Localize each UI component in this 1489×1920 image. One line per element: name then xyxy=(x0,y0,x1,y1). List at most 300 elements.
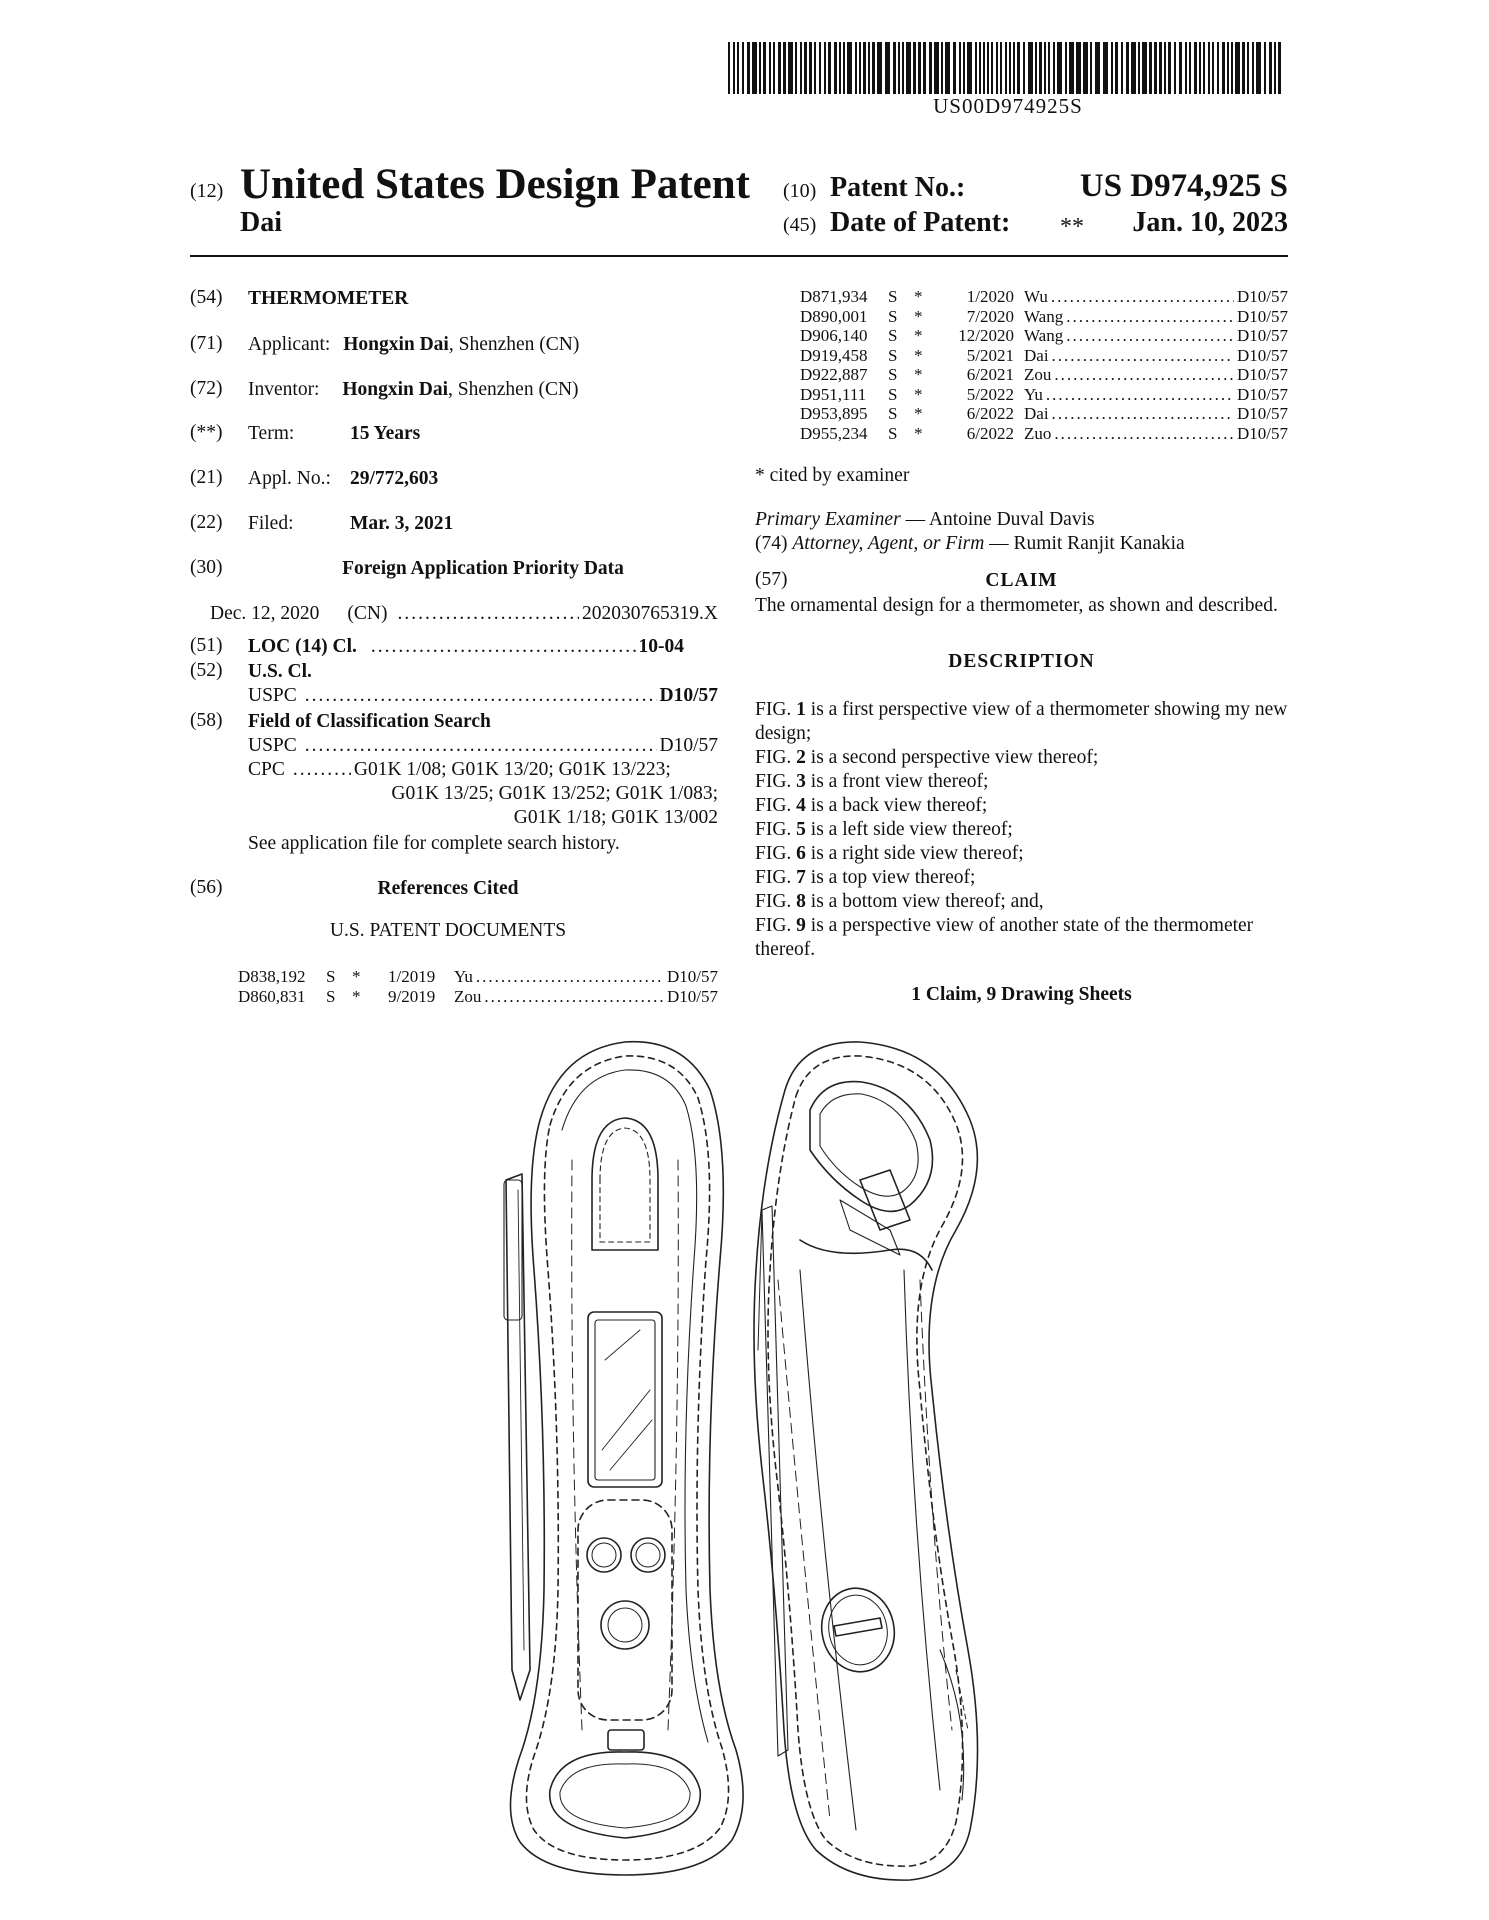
barcode-bar xyxy=(778,42,781,94)
barcode-bar xyxy=(902,42,904,94)
barcode-bar xyxy=(1274,42,1276,94)
ref-kind: S xyxy=(888,423,898,443)
barcode-bar xyxy=(834,42,837,94)
fig-text: is a perspective view of another state of the thermometer thereof. xyxy=(755,915,1254,960)
barcode-bar xyxy=(1005,42,1007,94)
reference-row xyxy=(800,287,1288,307)
barcode-bar xyxy=(1023,42,1025,94)
code-71: (71) xyxy=(190,333,223,354)
barcode-bar xyxy=(1194,42,1197,94)
examiner-label: Primary Examiner xyxy=(755,509,901,530)
us-cl-label: U.S. Cl. xyxy=(248,661,312,682)
barcode-bar xyxy=(1164,42,1166,94)
reference-row xyxy=(800,404,1288,424)
applicant-label: Applicant: xyxy=(248,334,331,355)
term-label: Term: xyxy=(248,423,295,444)
code-21: (21) xyxy=(190,467,223,488)
patent-drawing xyxy=(500,1030,1000,1890)
ref-class: D10/57 xyxy=(667,967,718,986)
barcode-bar xyxy=(795,42,797,94)
left-references-table xyxy=(238,967,718,1006)
ref-number: D838,192 xyxy=(238,967,306,986)
leader-dots xyxy=(305,684,657,708)
barcode-bar xyxy=(1203,42,1205,94)
barcode-bar xyxy=(1154,42,1157,94)
barcode-bar xyxy=(1028,42,1033,94)
fig-text: is a right side view thereof; xyxy=(805,843,1024,864)
fig-text: is a bottom view thereof; and, xyxy=(805,891,1044,912)
barcode-bar xyxy=(1149,42,1152,94)
ref-name: Zuo xyxy=(1024,423,1052,443)
barcode-bar xyxy=(855,42,857,94)
ref-name: Wang xyxy=(1024,326,1064,345)
fig-number: 6 xyxy=(796,843,806,864)
barcode-bar xyxy=(1168,42,1171,94)
cited-by-examiner-note: * cited by examiner xyxy=(755,465,910,486)
barcode-bar xyxy=(987,42,989,94)
ref-name: Zou xyxy=(1024,365,1052,384)
reference-row xyxy=(800,365,1288,385)
ref-kind: S xyxy=(888,287,898,306)
barcode-bar xyxy=(1013,42,1015,94)
cpc-line-1: G01K 1/08; G01K 13/20; G01K 13/223; xyxy=(353,759,671,780)
thermometer-drawing xyxy=(500,1030,1000,1890)
barcode-bar xyxy=(877,42,882,94)
code-72: (72) xyxy=(190,378,223,399)
barcode-bar xyxy=(1000,42,1002,94)
barcode-bar xyxy=(1247,42,1249,94)
ref-kind: S xyxy=(326,967,336,986)
leader-dots xyxy=(1054,424,1234,444)
leader-dots xyxy=(1066,326,1234,346)
loc-class-label: LOC (14) Cl. xyxy=(248,636,357,657)
field-search-heading: Field of Classification Search xyxy=(248,711,491,732)
foreign-priority-row xyxy=(210,602,718,626)
fig-prefix: FIG. xyxy=(755,699,797,720)
cpc-line-3: G01K 1/18; G01K 13/002 xyxy=(513,807,718,828)
ref-date: 6/2022 xyxy=(966,423,1014,443)
ref-date: 1/2020 xyxy=(966,287,1014,306)
barcode-bar xyxy=(893,42,896,94)
code-58: (58) xyxy=(190,710,223,731)
fig-number: 5 xyxy=(796,819,806,840)
perspective-view xyxy=(754,1042,978,1880)
barcode-bar xyxy=(788,42,793,94)
cpc-line-2: G01K 13/25; G01K 13/252; G01K 1/083; xyxy=(391,783,718,804)
applicant-name: Hongxin Dai xyxy=(343,334,449,355)
barcode-bar xyxy=(1083,42,1088,94)
applicant-line xyxy=(248,333,579,357)
barcode xyxy=(728,42,1288,94)
foreign-number: 202030765319.X xyxy=(582,603,718,624)
uspc-row xyxy=(248,684,718,708)
barcode-bar xyxy=(941,42,943,94)
fig-prefix: FIG. xyxy=(755,843,797,864)
barcode-bar xyxy=(1252,42,1254,94)
search-history-note: See application file for complete search history. xyxy=(248,833,620,854)
barcode-bar xyxy=(1076,42,1081,94)
fig-text: is a back view thereof; xyxy=(805,795,988,816)
fig-prefix: FIG. xyxy=(755,819,797,840)
ref-date: 9/2019 xyxy=(388,986,436,1006)
ref-star: * xyxy=(352,986,361,1006)
inventor-name: Hongxin Dai xyxy=(342,379,449,400)
code-12: (12) xyxy=(190,180,224,202)
ref-kind: S xyxy=(326,986,336,1006)
barcode-bar xyxy=(763,42,766,94)
inventor-location: , Shenzhen (CN) xyxy=(448,379,579,400)
ref-star: * xyxy=(914,404,923,423)
patent-number: US D974,925 S xyxy=(1079,168,1288,204)
barcode-bar xyxy=(843,42,845,94)
leader-dots xyxy=(1051,287,1234,307)
barcode-bar xyxy=(752,42,757,94)
barcode-bar xyxy=(1065,42,1067,94)
ref-class: D10/57 xyxy=(1237,345,1288,365)
fig-prefix: FIG. xyxy=(755,795,797,816)
barcode-bar xyxy=(759,42,761,94)
ref-kind: S xyxy=(888,404,898,423)
barcode-bar xyxy=(1278,42,1281,94)
claim-text: The ornamental design for a thermometer, as shown and described. xyxy=(755,595,1278,616)
term-value: 15 Years xyxy=(350,423,421,444)
fig-number: 2 xyxy=(796,747,806,768)
ref-class: D10/57 xyxy=(667,986,718,1006)
claim-heading: CLAIM xyxy=(985,570,1058,591)
cpc-label: CPC xyxy=(248,759,285,780)
fig-text: is a first perspective view of a thermometer showing my new design; xyxy=(755,699,1288,744)
field-uspc-row xyxy=(248,734,718,758)
ref-class: D10/57 xyxy=(1237,326,1288,345)
barcode-bar xyxy=(1269,42,1272,94)
barcode-bar xyxy=(1189,42,1191,94)
ref-class: D10/57 xyxy=(1237,365,1288,384)
barcode-bar xyxy=(923,42,926,94)
ref-number: D919,458 xyxy=(800,345,868,365)
barcode-bar xyxy=(979,42,981,94)
barcode-bar xyxy=(975,42,977,94)
code-51: (51) xyxy=(190,635,223,656)
code-57: (57) xyxy=(755,569,788,590)
code-74: (74) xyxy=(755,533,788,554)
barcode-bar xyxy=(737,42,739,94)
field-uspc-label: USPC xyxy=(248,735,297,756)
fig-text: is a top view thereof; xyxy=(805,867,976,888)
barcode-bar xyxy=(945,42,950,94)
figure-description xyxy=(755,818,1288,842)
ref-class: D10/57 xyxy=(1237,404,1288,423)
figure-description xyxy=(755,842,1288,866)
code-term: (**) xyxy=(190,422,223,443)
leader-dots xyxy=(1066,307,1234,327)
leader-dots xyxy=(1054,365,1234,385)
barcode-bar xyxy=(1159,42,1162,94)
references-heading: References Cited xyxy=(377,878,519,899)
barcode-bar xyxy=(913,42,916,94)
field-uspc-value: D10/57 xyxy=(659,735,718,756)
barcode-bar xyxy=(1185,42,1187,94)
ref-number: D951,111 xyxy=(800,384,867,404)
ref-class: D10/57 xyxy=(1237,423,1288,443)
barcode-bar xyxy=(1111,42,1113,94)
ref-kind: S xyxy=(888,345,898,365)
ref-star: * xyxy=(914,345,923,365)
fig-number: 9 xyxy=(796,915,806,936)
barcode-bar xyxy=(1121,42,1123,94)
barcode-bar xyxy=(1057,42,1062,94)
ref-star: * xyxy=(914,365,923,384)
code-10: (10) xyxy=(783,180,817,202)
reference-row xyxy=(800,326,1288,346)
ref-name: Wang xyxy=(1024,306,1064,326)
ref-date: 6/2021 xyxy=(966,365,1014,384)
barcode-bar xyxy=(1217,42,1219,94)
ref-date: 5/2022 xyxy=(966,384,1014,404)
ref-number: D906,140 xyxy=(800,326,868,345)
inventor-surname: Dai xyxy=(240,207,282,238)
ref-number: D922,887 xyxy=(800,365,868,384)
barcode-bar xyxy=(1044,42,1046,94)
figure-description xyxy=(755,770,1288,794)
barcode-bar xyxy=(1242,42,1245,94)
barcode-number: US00D974925S xyxy=(933,94,1083,118)
ref-kind: S xyxy=(888,326,898,345)
barcode-bar xyxy=(1138,42,1140,94)
primary-examiner-line xyxy=(755,508,1095,532)
barcode-bar xyxy=(991,42,993,94)
filed-label: Filed: xyxy=(248,513,294,534)
barcode-bar xyxy=(863,42,866,94)
inventor-label: Inventor: xyxy=(248,379,320,400)
figure-description xyxy=(755,890,1288,914)
barcode-bar xyxy=(839,42,841,94)
barcode-bar xyxy=(967,42,972,94)
attorney-label: Attorney, Agent, or Firm xyxy=(792,533,985,554)
leader-dots xyxy=(397,602,579,626)
barcode-bar xyxy=(872,42,875,94)
barcode-bar xyxy=(1179,42,1182,94)
barcode-bar xyxy=(733,42,735,94)
ref-name: Yu xyxy=(454,967,473,986)
barcode-bar xyxy=(1095,42,1100,94)
attorney-dash: — xyxy=(984,533,1014,554)
date-of-patent-label: Date of Patent: xyxy=(830,207,1011,238)
barcode-bar xyxy=(983,42,985,94)
leader-dots xyxy=(1052,404,1234,424)
fig-number: 1 xyxy=(796,699,806,720)
barcode-bar xyxy=(747,42,750,94)
barcode-bar xyxy=(824,42,826,94)
barcode-bar xyxy=(773,42,775,94)
ref-number: D953,895 xyxy=(800,404,868,423)
figure-description xyxy=(755,794,1288,818)
fig-text: is a second perspective view thereof; xyxy=(805,747,1099,768)
examiner-dash: — xyxy=(900,509,929,530)
figure-description xyxy=(755,914,1288,962)
ref-name: Zou xyxy=(454,986,482,1006)
leader-dots xyxy=(305,734,657,758)
code-56: (56) xyxy=(190,877,223,898)
ref-number: D955,234 xyxy=(800,423,868,443)
inventor-line xyxy=(248,378,579,402)
cpc-row xyxy=(248,758,718,782)
fig-prefix: FIG. xyxy=(755,867,797,888)
barcode-bar xyxy=(1131,42,1136,94)
us-docs-heading: U.S. PATENT DOCUMENTS xyxy=(329,920,567,941)
barcode-bar xyxy=(996,42,998,94)
filed-value: Mar. 3, 2021 xyxy=(350,513,454,534)
loc-class-value: 10-04 xyxy=(638,636,684,657)
barcode-bar xyxy=(1235,42,1240,94)
barcode-bar xyxy=(1103,42,1108,94)
barcode-bar xyxy=(859,42,861,94)
barcode-bar xyxy=(828,42,831,94)
ref-number: D890,001 xyxy=(800,306,868,326)
code-52: (52) xyxy=(190,660,223,681)
barcode-bar xyxy=(898,42,900,94)
ref-date: 1/2019 xyxy=(388,967,436,986)
fig-number: 4 xyxy=(796,795,806,816)
barcode-bar xyxy=(819,42,821,94)
barcode-bar xyxy=(1174,42,1176,94)
examiner-name: Antoine Duval Davis xyxy=(928,509,1095,530)
leader-dots xyxy=(1046,385,1234,405)
fig-prefix: FIG. xyxy=(755,891,797,912)
fig-text: is a front view thereof; xyxy=(805,771,989,792)
figure-description xyxy=(755,746,1288,770)
foreign-date: Dec. 12, 2020 xyxy=(210,603,320,624)
barcode-bar xyxy=(804,42,807,94)
barcode-bar xyxy=(1227,42,1229,94)
loc-class-row xyxy=(248,635,684,659)
barcode-bar xyxy=(1039,42,1042,94)
barcode-bar xyxy=(814,42,816,94)
patent-no-label: Patent No.: xyxy=(830,172,966,203)
barcode-bar xyxy=(769,42,771,94)
leader-dots xyxy=(1052,346,1234,366)
ref-number: D871,934 xyxy=(800,287,868,306)
barcode-bar xyxy=(1009,42,1011,94)
fig-number: 7 xyxy=(796,867,806,888)
barcode-bar xyxy=(953,42,956,94)
barcode-bar xyxy=(1208,42,1210,94)
ref-class: D10/57 xyxy=(1237,287,1288,306)
figure-description xyxy=(755,698,1288,746)
barcode-bar xyxy=(800,42,802,94)
figure-description xyxy=(755,866,1288,890)
right-references-table xyxy=(800,287,1288,443)
barcode-bar xyxy=(868,42,870,94)
ref-date: 6/2022 xyxy=(966,404,1014,423)
figure-descriptions xyxy=(755,698,1288,962)
ref-star: * xyxy=(914,287,923,306)
barcode-bar xyxy=(1017,42,1020,94)
barcode-bar xyxy=(1126,42,1129,94)
reference-row xyxy=(238,967,718,987)
invention-title: THERMOMETER xyxy=(248,288,409,309)
ref-star: * xyxy=(914,306,923,326)
barcode-bar xyxy=(1115,42,1118,94)
barcode-bar xyxy=(918,42,921,94)
ref-kind: S xyxy=(888,306,898,326)
applicant-location: , Shenzhen (CN) xyxy=(448,334,580,355)
barcode-bar xyxy=(783,42,786,94)
ref-number: D860,831 xyxy=(238,986,306,1006)
code-30: (30) xyxy=(190,557,223,578)
leader-dots xyxy=(476,967,664,987)
barcode-bar xyxy=(1222,42,1225,94)
ref-star: * xyxy=(914,326,923,345)
barcode-bar xyxy=(1035,42,1037,94)
barcode-bar xyxy=(1199,42,1201,94)
barcode-bar xyxy=(934,42,939,94)
leader-dots xyxy=(484,987,664,1007)
barcode-graphic xyxy=(728,42,1288,94)
ref-name: Wu xyxy=(1024,287,1048,306)
reference-row xyxy=(238,987,718,1007)
ref-name: Dai xyxy=(1024,345,1049,365)
foreign-priority-heading: Foreign Application Priority Data xyxy=(342,558,624,579)
reference-row xyxy=(800,385,1288,405)
fig-text: is a left side view thereof; xyxy=(805,819,1013,840)
ref-kind: S xyxy=(888,384,898,404)
ref-date: 5/2021 xyxy=(966,345,1014,365)
ref-date: 7/2020 xyxy=(966,306,1014,326)
barcode-bar xyxy=(1256,42,1261,94)
ref-star: * xyxy=(914,384,923,404)
appl-no-label: Appl. No.: xyxy=(248,468,331,489)
ref-name: Dai xyxy=(1024,404,1049,423)
barcode-bar xyxy=(1264,42,1266,94)
reference-row xyxy=(800,424,1288,444)
uspc-label: USPC xyxy=(248,685,297,706)
barcode-bar xyxy=(1090,42,1092,94)
code-54: (54) xyxy=(190,287,223,308)
leader-dots xyxy=(371,635,636,659)
fig-number: 3 xyxy=(796,771,806,792)
barcode-bar xyxy=(728,42,730,94)
patent-type-title: United States Design Patent xyxy=(240,161,750,208)
appl-no-value: 29/772,603 xyxy=(350,468,439,489)
barcode-bar xyxy=(963,42,965,94)
claims-summary: 1 Claim, 9 Drawing Sheets xyxy=(911,984,1132,1005)
attorney-line xyxy=(755,532,1185,556)
ref-star: * xyxy=(914,423,923,443)
description-heading: DESCRIPTION xyxy=(948,651,1095,672)
ref-name: Yu xyxy=(1024,384,1043,404)
code-22: (22) xyxy=(190,512,223,533)
reference-row xyxy=(800,346,1288,366)
ref-star: * xyxy=(352,967,361,986)
code-45: (45) xyxy=(783,214,817,236)
front-view xyxy=(504,1042,743,1875)
ref-kind: S xyxy=(888,365,898,384)
barcode-bar xyxy=(1231,42,1233,94)
fig-number: 8 xyxy=(796,891,806,912)
foreign-country: (CN) xyxy=(347,603,388,624)
date-of-patent: Jan. 10, 2023 xyxy=(1132,207,1288,238)
barcode-bar xyxy=(1048,42,1050,94)
barcode-bar xyxy=(742,42,744,94)
fig-prefix: FIG. xyxy=(755,771,797,792)
barcode-bar xyxy=(809,42,812,94)
barcode-bar xyxy=(959,42,961,94)
ref-date: 12/2020 xyxy=(958,326,1014,345)
barcode-bar xyxy=(847,42,852,94)
barcode-bar xyxy=(885,42,890,94)
fig-prefix: FIG. xyxy=(755,747,797,768)
barcode-bar xyxy=(1069,42,1074,94)
